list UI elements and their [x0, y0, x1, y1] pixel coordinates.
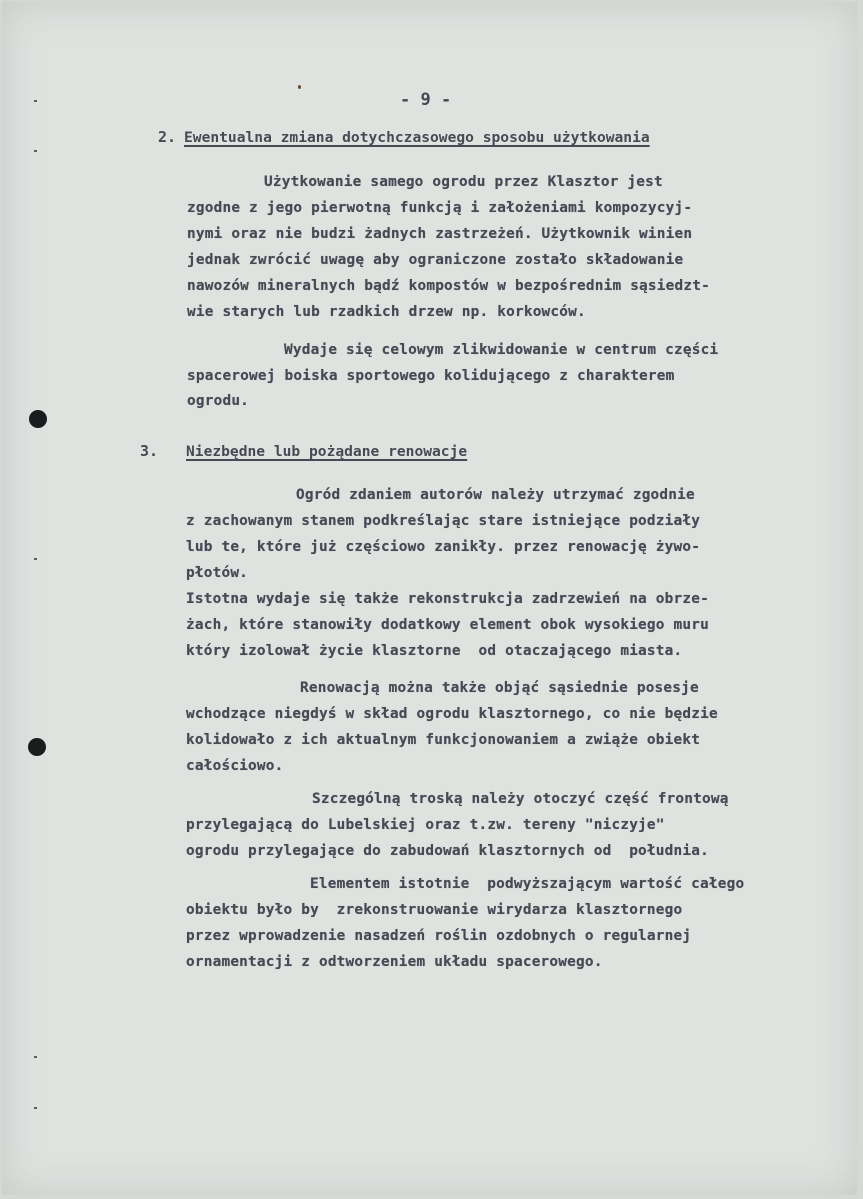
text-line: kolidowało z ich aktualnym funkcjonowaniem a zwiąże obiekt: [186, 732, 701, 748]
text-line: ornamentacji z odtworzeniem układu spacerowego.: [186, 954, 603, 970]
margin-mark: [34, 1056, 37, 1058]
text-line: z zachowanym stanem podkreślając stare istniejące podziały: [186, 513, 701, 529]
margin-mark: [34, 150, 37, 152]
text-line: wie starych lub rzadkich drzew np. korkowców.: [187, 304, 586, 320]
text-line: spacerowej boiska sportowego kolidującego z charakterem: [187, 368, 675, 384]
text-line: wchodzące niegdyś w skład ogrodu klasztornego, co nie będzie: [186, 706, 718, 722]
text-line: lub te, które już częściowo zanikły. przez renowację żywo-: [186, 539, 701, 555]
margin-mark: [34, 1107, 37, 1109]
section-number: 2.: [158, 128, 177, 146]
text-line: Renowacją można także objąć sąsiednie posesje: [300, 680, 699, 696]
text-line: przez wprowadzenie nasadzeń roślin ozdobnych o regularnej: [186, 928, 692, 944]
text-line: obiektu było by zrekonstruowanie wirydarza klasztornego: [186, 902, 683, 918]
text-line: Wydaje się celowym zlikwidowanie w centrum części: [284, 342, 719, 358]
section-heading: Ewentualna zmiana dotychczasowego sposobu użytkowania: [184, 129, 650, 146]
text-line: żach, które stanowiły dodatkowy element obok wysokiego muru: [186, 617, 709, 633]
text-line: Ogród zdaniem autorów należy utrzymać zgodnie: [296, 487, 695, 503]
margin-mark: [34, 558, 37, 560]
text-line: płotów.: [186, 565, 249, 581]
section-heading: Niezbędne lub pożądane renowacje: [186, 443, 468, 460]
punch-hole: [29, 410, 47, 428]
text-line: nymi oraz nie budzi żadnych zastrzeżeń. Użytkownik winien: [187, 226, 693, 242]
text-line: Elementem istotnie podwyższającym wartość całego: [310, 876, 745, 892]
punch-hole: [28, 738, 46, 756]
text-line: całościowo.: [186, 758, 284, 774]
text-line: jednak zwrócić uwagę aby ograniczone zostało składowanie: [187, 252, 684, 268]
text-line: który izolował życie klasztorne od otaczającego miasta.: [186, 643, 683, 659]
text-line: Szczególną troską należy otoczyć część frontową: [312, 791, 729, 807]
text-line: Istotna wydaje się także rekonstrukcja zadrzewień na obrze-: [186, 591, 709, 607]
text-line: Użytkowanie samego ogrodu przez Klasztor jest: [264, 174, 663, 190]
page-number: - 9 -: [400, 90, 452, 110]
section-number: 3.: [140, 442, 159, 460]
text-line: ogrodu przylegające do zabudowań klasztornych od południa.: [186, 843, 709, 859]
text-line: ogrodu.: [187, 393, 250, 409]
text-line: zgodne z jego pierwotną funkcją i założeniami kompozycyj-: [187, 200, 693, 216]
margin-mark: [34, 100, 37, 102]
text-line: przylegającą do Lubelskiej oraz t.zw. tereny "niczyje": [186, 817, 665, 833]
paper-speck: [298, 85, 301, 89]
text-line: nawozów mineralnych bądź kompostów w bezpośrednim sąsiedzt-: [187, 278, 710, 294]
